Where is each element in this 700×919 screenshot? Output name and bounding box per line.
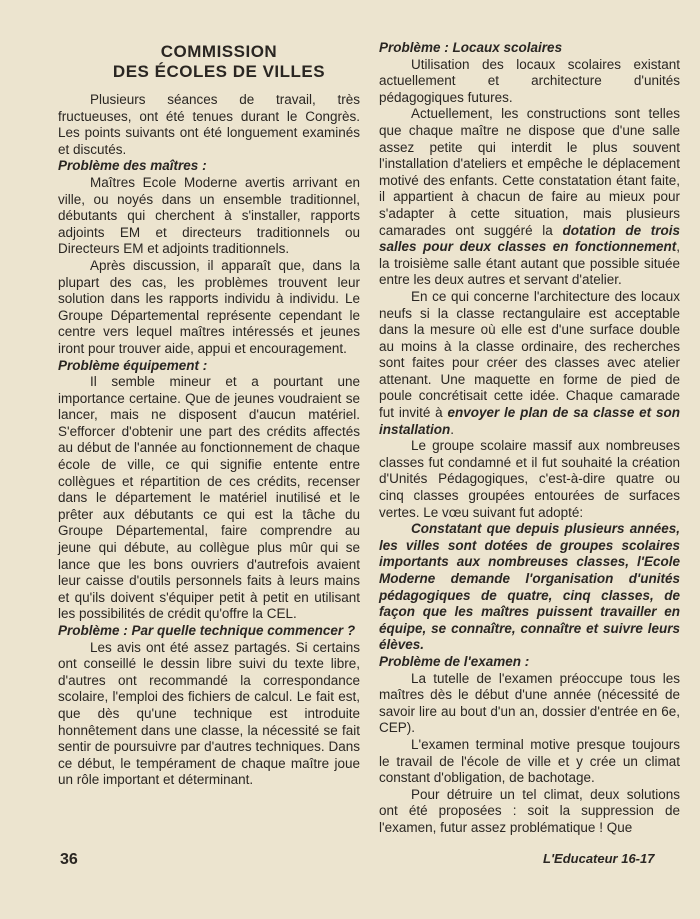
paragraph-actuellement: [379, 106, 680, 289]
paragraph-groupe-scolaire: Le groupe scolaire massif aux nombreuses classes fut condamné et il fut souhaité la création d'Unités Pédagogiques, c'est-à-dire quatre ou cinq classes groupées entourées de surfaces vertes. Le vœu suivant fut adopté:: [379, 438, 680, 520]
paragraph-examen-terminal: L'examen terminal motive presque toujours le travail de l'école de ville et y crée un climat constant d'obligation, de bachotage.: [379, 736, 680, 786]
paragraph-discussion: Après discussion, il apparaît que, dans la plupart des cas, les problèmes trouvent leur solution dans les rapports individu à individu. Le Groupe Départemental représente cependant le centre vers lequel maîtres intéressés et jeunes iront pour trouver aide, appui et encouragement.: [58, 257, 360, 356]
paragraph-equipement: Il semble mineur et a pourtant une importance certaine. Que de jeunes voudraient se lancer, mais ne disposent d'aucun matériel. S'efforcer d'obtenir une part des crédits affectés au début de l'année au fonctionnement de chaque école de ville, ce qui signifie entente entre collègues et répartition de ces crédits, recenser dans le département le matériel inutilisé et le prêter aux débutants ce qui est la tâche du Groupe Départemental, faire comprendre au jeune qui débute, au collègue plus mûr qui se lance que les bons ouvriers d'autrefois avaient leur caisse d'outils personnels faits à leurs mains et qu'ils doivent s'équiper petit à petit en utilisant les possibilités de crédit qu'offre la CEL.: [58, 374, 360, 622]
text-actuellement-start: Actuellement, les constructions sont telles que chaque maître ne dispose que d'une salle assez petite qui interdit le plus souvent l'installation d'ateliers et empêche le déplacement motivé des enfants. Cette constatation étant faite, il appartient à chacun de faire au mieux pour s'adapter à cette situation, mais plusieurs camarades ont suggéré la: [379, 106, 680, 238]
title-line-2: DES ÉCOLES DE VILLES: [112, 62, 326, 81]
journal-footer: L'Educateur 16-17: [543, 851, 655, 866]
heading-technique: Problème : Par quelle technique commencer ?: [58, 623, 356, 638]
paragraph-tutelle: La tutelle de l'examen préoccupe tous les maîtres dès le début d'une année (nécessité de savoir lire au bout d'un an, dossier d'entrée en 6e, CEP).: [379, 670, 680, 736]
emphasis-envoyer-plan: envoyer le plan de sa classe et son installation: [379, 405, 680, 437]
article-title: [78, 42, 360, 82]
emphasis-dotation: dotation de trois salles pour deux classes en fonctionnement: [379, 222, 680, 255]
paragraph-utilisation: Utilisation des locaux scolaires existant actuellement et architecture d'unités pédagogiques futures.: [379, 56, 680, 105]
text-actuellement-end: , la troisième salle étant autant que possible située entre les deux autres et servant d'atelier.: [379, 239, 680, 288]
heading-examen: Problème de l'examen :: [379, 653, 530, 669]
title-line-1: COMMISSION: [160, 42, 278, 61]
paragraph-maitres: Maîtres Ecole Moderne avertis arrivant en ville, ou noyés dans un ensemble traditionnel, débutants qui cherchent à s'installer, rapports adjoints EM et directeurs traditionnels ou Directeurs EM et adjoints traditionnels.: [58, 174, 360, 257]
text-architecture-end: .: [450, 421, 455, 437]
paragraph-technique: Les avis ont été assez partagés. Si certains ont conseillé le dessin libre suivi du texte libre, d'autres ont recommandé la correspondance scolaire, l'emploi des fichiers de calcul. Le fait est, que dès qu'une technique est introduite honnêtement dans une classe, la nécessité se fait sentir de poursuivre par d'autres techniques. Dans ce début, le tempérament de chaque maître joue un rôle important et déterminant.: [58, 639, 360, 788]
paragraph-architecture: [379, 289, 680, 438]
right-column: [379, 40, 680, 837]
text-architecture-start: En ce qui concerne l'architecture des locaux neufs si la classe rectangulaire est acceptable dans la mesure où elle est d'une surface double au moins à la classe ordinaire, des recherches sont faites pour créer des classes avec atelier attenant. Une maquette en forme de pied de poule concrétisait cette idée. Chaque camarade fut invité à: [379, 288, 680, 421]
heading-locaux: Problème : Locaux scolaires: [379, 40, 563, 55]
paragraph-detruire: Pour détruire un tel climat, deux solutions ont été proposées : soit la suppression de l'examen, futur assez problématique ! Que: [379, 786, 680, 835]
left-column: [58, 40, 360, 789]
heading-maitres: Problème des maîtres :: [58, 158, 207, 174]
heading-equipement: Problème équipement :: [58, 357, 208, 373]
paragraph-voeu: Constatant que depuis plusieurs années, les villes sont dotées de groupes scolaires importants aux nombreuses classes, l'Ecole Moderne demande l'organisation d'unités pédagogiques de quatre, cinq classes, de façon que les maîtres puissent travailler en équipe, se connaître, connaître et suivre leurs élèves.: [379, 521, 680, 653]
page-number: 36: [60, 851, 78, 868]
intro-paragraph: Plusieurs séances de travail, très fructueuses, ont été tenues durant le Congrès. Les points suivants ont été longuement examinés et discutés.: [58, 92, 360, 157]
